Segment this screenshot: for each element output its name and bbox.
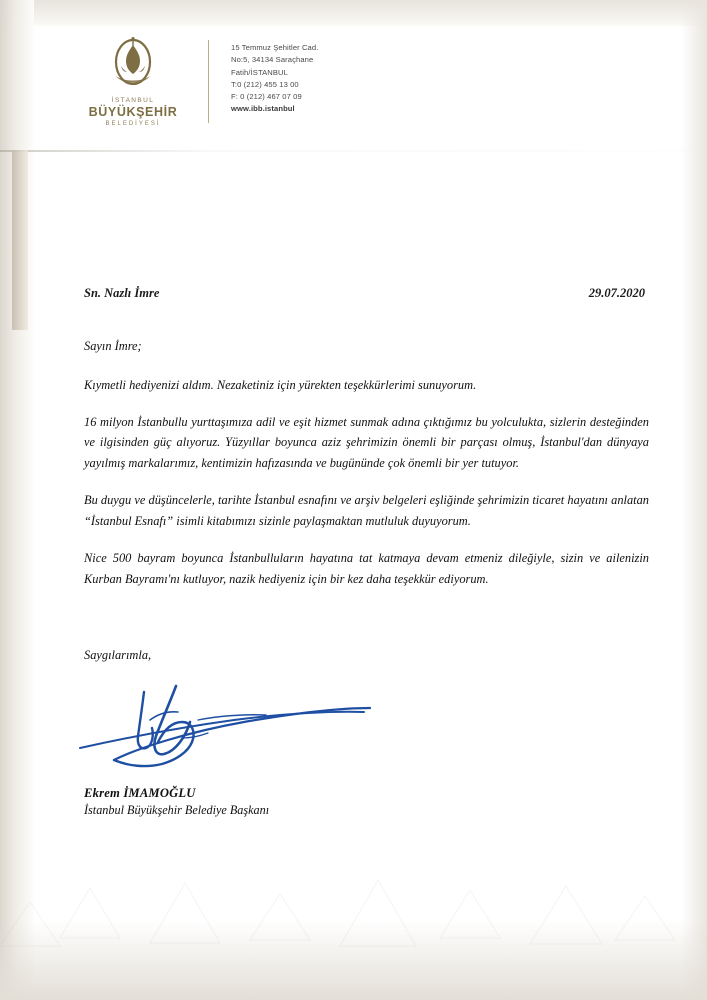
istanbul-tulip-mosque-logo-icon xyxy=(110,36,156,88)
letterhead-divider xyxy=(208,40,209,123)
signer-name: Ekrem İMAMOĞLU xyxy=(84,786,196,800)
paragraph-3: Bu duygu ve düşüncelerle, tarihte İstanbul esnafını ve arşiv belgeleri eşliğinde şehrimizin ticaret hayatını anlatan “İstanbul Esnafı” isimli kitabımızı sizinle paylaşmaktan mutluluk duyuyorum. xyxy=(84,493,649,528)
recipient-name: Sn. Nazlı İmre xyxy=(84,286,160,300)
paragraph-4: Nice 500 bayram boyunca İstanbulluların hayatına tat katmaya devam etmeniz dileğiyle, sizin ve ailenizin Kurban Bayramı'nı kutluyor, nazik hediyeniz için bir kez daha teşekkür ediyorum. xyxy=(84,550,649,586)
address-line-3: Fatih/İSTANBUL xyxy=(231,67,288,77)
salutation: Sayın İmre; xyxy=(84,339,142,353)
handwritten-signature-icon xyxy=(58,678,388,788)
paper-crease-vertical xyxy=(12,150,28,330)
ibb-logo xyxy=(78,36,188,127)
scan-shadow-top xyxy=(0,0,707,26)
closing-line: Saygılarımla, xyxy=(84,648,152,662)
address-phone: T:0 (212) 455 13 00 xyxy=(231,79,299,89)
paragraph-1: Kıymetli hediyenizi aldım. Nezaketiniz için yürekten teşekkürlerimi sunuyorum. xyxy=(84,377,477,392)
logo-line-belediyesi: BELEDİYESİ xyxy=(105,121,161,127)
letter-body xyxy=(84,336,649,605)
address-website: www.ibb.istanbul xyxy=(231,104,295,114)
paragraph-2: 16 milyon İstanbullu yurttaşımıza adil ve eşit hizmet sunmak adına çıktığımız bu yolculukta, sizlerin desteğinden ve ilgisinden güç alıyoruz. Yüzyıllar boyunca aziz şehrimizin önemli bir parçası olmuş, İstanbul'dan dünyaya yayılmış markalarımız, kentimizin hafızasında ve bugününde çok önemli bir yer tutuyor. xyxy=(84,414,649,471)
scan-shadow-right xyxy=(681,0,707,1000)
letter-date: 29.07.2020 xyxy=(588,286,645,300)
scan-shadow-bottom xyxy=(0,920,707,1000)
letterhead xyxy=(78,36,318,127)
signer-block xyxy=(84,786,269,818)
signer-title: İstanbul Büyükşehir Belediye Başkanı xyxy=(84,803,270,817)
scan-shadow-left xyxy=(0,0,34,1000)
address-line-1: 15 Temmuz Şehitler Cad. xyxy=(231,43,319,52)
logo-line-istanbul: İSTANBUL xyxy=(111,97,155,104)
paper-watermark-pattern xyxy=(0,828,707,948)
logo-line-buyuksehir: BÜYÜKŞEHİR xyxy=(88,105,178,119)
paper-fold-crease xyxy=(0,150,707,152)
address-line-2: No:5, 34134 Saraçhane xyxy=(231,55,314,65)
address-fax: F: 0 (212) 467 07 09 xyxy=(231,92,302,102)
recipient-row xyxy=(84,286,645,301)
letterhead-address xyxy=(231,36,318,116)
